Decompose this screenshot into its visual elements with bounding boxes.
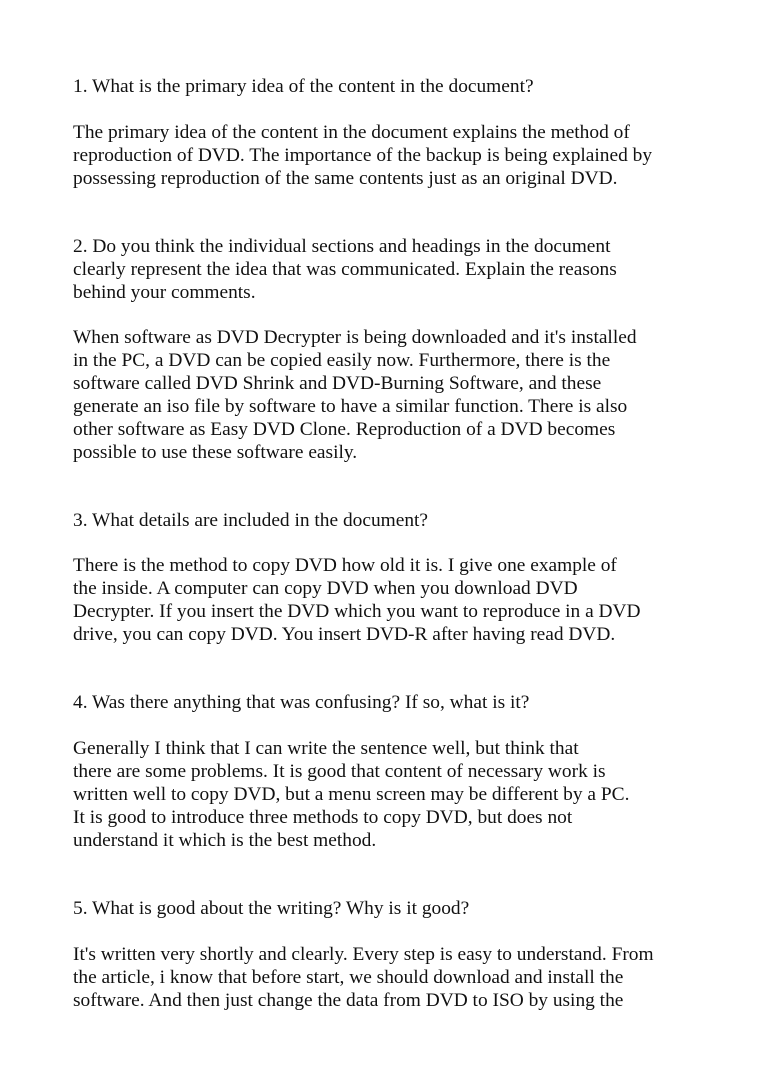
question-1: 1. What is the primary idea of the content in the document?	[73, 76, 534, 97]
answer-2-line-1: When software as DVD Decrypter is being downloaded and it's installed	[73, 327, 637, 348]
answer-2-line-6: possible to use these software easily.	[73, 442, 358, 463]
answer-5-line-1: It's written very shortly and clearly. Every step is easy to understand. From	[73, 944, 654, 965]
question-5: 5. What is good about the writing? Why is it good?	[73, 898, 470, 919]
answer-4-line-3: written well to copy DVD, but a menu screen may be different by a PC.	[73, 784, 630, 805]
answer-3-line-3: Decrypter. If you insert the DVD which you want to reproduce in a DVD	[73, 601, 641, 622]
question-2-line-2: clearly represent the idea that was communicated. Explain the reasons	[73, 259, 617, 280]
question-2-line-1: 2. Do you think the individual sections and headings in the document	[73, 236, 611, 257]
answer-4-line-2: there are some problems. It is good that content of necessary work is	[73, 761, 606, 782]
answer-4-line-5: understand it which is the best method.	[73, 830, 377, 851]
answer-5-line-2: the article, i know that before start, we should download and install the	[73, 967, 624, 988]
answer-5-line-3: software. And then just change the data from DVD to ISO by using the	[73, 990, 624, 1011]
answer-4-line-1: Generally I think that I can write the sentence well, but think that	[73, 738, 579, 759]
answer-1-line-3: possessing reproduction of the same contents just as an original DVD.	[73, 168, 618, 189]
answer-1-line-2: reproduction of DVD. The importance of the backup is being explained by	[73, 145, 653, 166]
answer-1-line-1: The primary idea of the content in the document explains the method of	[73, 122, 630, 143]
answer-2-line-5: other software as Easy DVD Clone. Reproduction of a DVD becomes	[73, 419, 616, 440]
question-3: 3. What details are included in the document?	[73, 510, 429, 531]
answer-3-line-1: There is the method to copy DVD how old it is. I give one example of	[73, 555, 617, 576]
question-4: 4. Was there anything that was confusing? If so, what is it?	[73, 692, 530, 713]
question-2-line-3: behind your comments.	[73, 282, 256, 303]
answer-2-line-3: software called DVD Shrink and DVD-Burning Software, and these	[73, 373, 602, 394]
answer-3-line-2: the inside. A computer can copy DVD when you download DVD	[73, 578, 578, 599]
answer-3-line-4: drive, you can copy DVD. You insert DVD-R after having read DVD.	[73, 624, 616, 645]
answer-2-line-2: in the PC, a DVD can be copied easily now. Furthermore, there is the	[73, 350, 611, 371]
answer-4-line-4: It is good to introduce three methods to copy DVD, but does not	[73, 807, 573, 828]
answer-2-line-4: generate an iso file by software to have a similar function. There is also	[73, 396, 628, 417]
